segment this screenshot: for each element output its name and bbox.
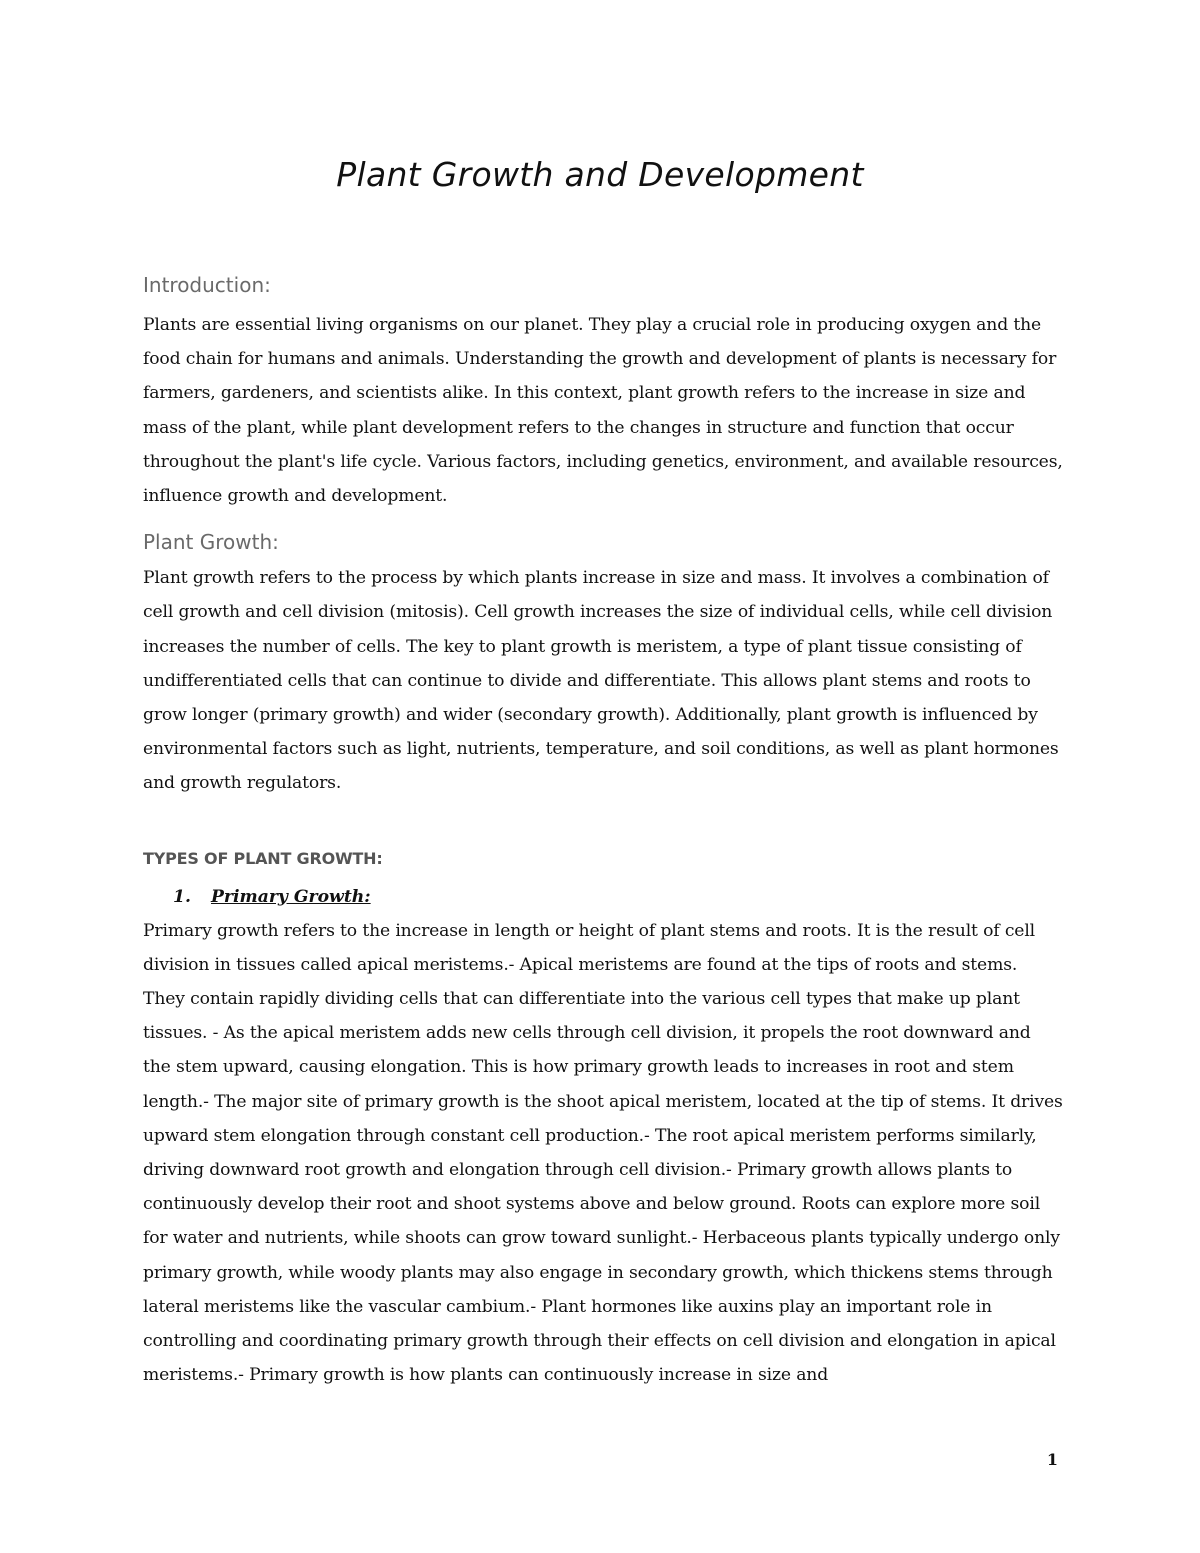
list-item-label: Primary Growth: xyxy=(211,886,371,907)
page-number: 1 xyxy=(1046,1450,1058,1469)
introduction-paragraph: Plants are essential living organisms on our planet. They play a crucial role in producing oxygen and the food chain for humans and animals. Understanding the growth and development of plants is necessary for farmers, gardeners, and scientists alike. In this context, plant growth refers to the increase in size and mass of the plant, while plant development refers to the changes in structure and function that occur throughout the plant's life cycle. Various factors, including genetics, environment, and available resources, influence growth and development. xyxy=(143,315,1063,507)
document-title: Plant Growth and Development xyxy=(336,155,864,194)
section-heading-plant-growth: Plant Growth: xyxy=(143,530,279,555)
plant-growth-paragraph: Plant growth refers to the process by which plants increase in size and mass. It involves a combination of cell growth and cell division (mitosis). Cell growth increases the size of individual cells, while cell division increases the number of cells. The key to plant growth is meristem, a type of plant tissue consisting of undifferentiated cells that can continue to divide and differentiate. This allows plant stems and roots to grow longer (primary growth) and wider (secondary growth). Additionally, plant growth is influenced by environmental factors such as light, nutrients, temperature, and soil conditions, as well as plant hormones and growth regulators. xyxy=(143,568,1059,794)
section-heading-introduction: Introduction: xyxy=(143,273,271,297)
primary-growth-paragraph: Primary growth refers to the increase in length or height of plant stems and roots. It is the result of cell division in tissues called apical meristems.- Apical meristems are found at the tips of roots and stems. They contain rapidly dividing cells that can differentiate into the various cell types that make up plant tissues. - As the apical meristem adds new cells through cell division, it propels the root downward and the stem upward, causing elongation. This is how primary growth leads to increases in root and stem length.- The major site of primary growth is the shoot apical meristem, located at the tip of stems. It drives upward stem elongation through constant cell production.- The root apical meristem performs similarly, driving downward root growth and elongation through cell division.- Primary growth allows plants to continuously develop their root and shoot systems above and below ground. Roots can explore more soil for water and nutrients, while shoots can grow toward sunlight.- Herbaceous plants typically undergo only primary growth, while woody plants may also engage in secondary growth, which thickens stems through lateral meristems like the vascular cambium.- Plant hormones like auxins play an important role in controlling and coordinating primary growth through their effects on cell division and elongation in apical meristems.- Primary growth is how plants can continuously increase in size and xyxy=(143,920,1063,1386)
section-heading-types: TYPES OF PLANT GROWTH: xyxy=(143,848,383,868)
list-item-primary-growth xyxy=(143,880,1063,914)
document-body xyxy=(143,270,1063,1392)
list-item-number: 1. xyxy=(173,886,191,907)
